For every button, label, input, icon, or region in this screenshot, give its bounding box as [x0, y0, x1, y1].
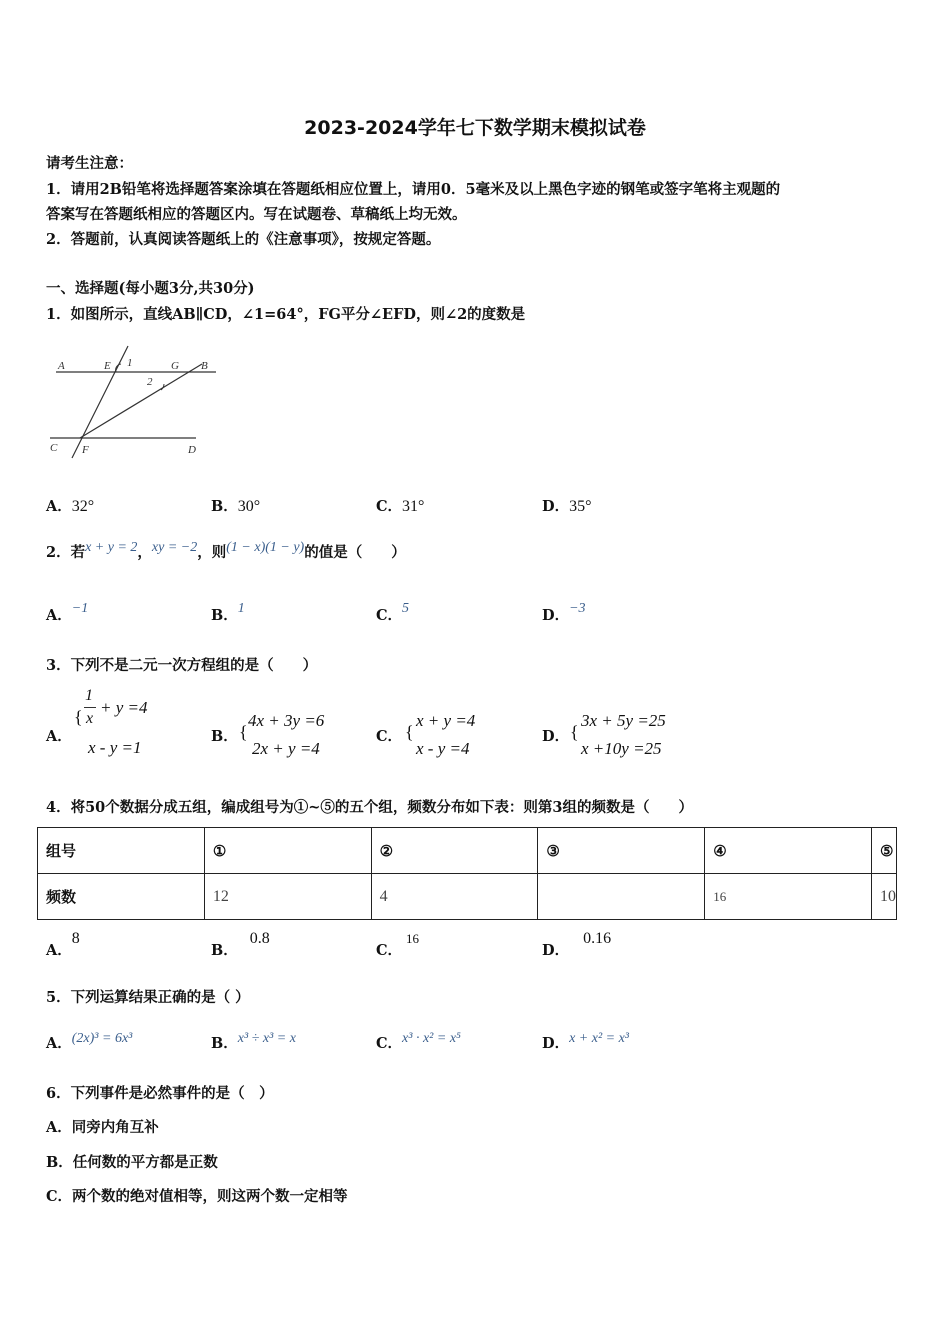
table-cell: 组号 — [38, 828, 205, 874]
table-row — [38, 828, 897, 874]
q4-option-b[interactable]: B．0.8 — [211, 930, 270, 959]
q3-b-eq-top: 4x + 3y =6 — [248, 711, 325, 730]
notice-line-1: 1．请用2B铅笔将选择题答案涂填在答题纸相应位置上，请用0．5毫米及以上黑色字迹的钢笔或签字笔将主观题的 — [46, 181, 781, 198]
q2-option-d[interactable]: D．−3 — [542, 601, 586, 624]
table-cell: 16 — [705, 874, 872, 920]
label-f: F — [82, 444, 89, 456]
q3-c-eq-bottom: x - y =4 — [416, 739, 470, 758]
table-cell: 10 — [871, 874, 896, 920]
table-row — [38, 874, 897, 920]
line-fg — [80, 364, 202, 438]
table-cell: ② — [371, 828, 538, 874]
label-a: A — [58, 360, 65, 372]
q5-option-a[interactable]: A．(2x)³ = 6x³ — [46, 1031, 133, 1052]
geometry-figure — [46, 340, 231, 465]
label-1: 1 — [127, 357, 133, 369]
table-cell: 12 — [204, 874, 371, 920]
notice-line-2: 答案写在答题纸相应的答题区内。写在试题卷、草稿纸上均无效。 — [46, 206, 467, 223]
q3-option-d[interactable]: D． — [542, 728, 570, 745]
q2-option-a[interactable]: A．−1 — [46, 601, 89, 624]
q3-d-eq-top: 3x + 5y =25 — [581, 711, 666, 730]
question-3-stem: 3．下列不是二元一次方程组的是（ ） — [46, 657, 318, 674]
q4-option-d[interactable]: D．0.16 — [542, 930, 612, 959]
label-e: E — [104, 360, 111, 372]
question-1-stem: 1．如图所示，直线AB∥CD，∠1=64°，FG平分∠EFD，则∠2的度数是 — [46, 306, 526, 323]
q3-option-a[interactable]: A． — [46, 728, 72, 745]
table-cell: ④ — [705, 828, 872, 874]
question-5-stem: 5．下列运算结果正确的是（ ） — [46, 989, 250, 1006]
question-4-stem: 4．将50个数据分成五组，编成组号为①~⑤的五个组，频数分布如下表：则第3组的频数是（ ） — [46, 799, 694, 816]
q6-option-c[interactable]: C．两个数的绝对值相等，则这两个数一定相等 — [46, 1188, 348, 1205]
q3-b-eq-bottom: 2x + y =4 — [252, 739, 320, 758]
q1-option-c[interactable]: C．31° — [376, 498, 425, 515]
q3-option-c[interactable]: C． — [376, 728, 403, 745]
q3-a-denominator: x — [86, 710, 94, 727]
frequency-table — [37, 827, 897, 920]
q2-option-c[interactable]: C．5 — [376, 601, 410, 624]
q1-option-d[interactable]: D．35° — [542, 498, 592, 515]
q1-option-a[interactable]: A．32° — [46, 498, 95, 515]
notice-heading: 请考生注意： — [46, 155, 133, 172]
table-cell: ① — [204, 828, 371, 874]
q6-option-a[interactable]: A．同旁内角互补 — [46, 1119, 159, 1136]
q3-d-eq-bottom: x +10y =25 — [581, 739, 662, 758]
angle-2-arc — [161, 384, 164, 390]
q5-option-b[interactable]: B．x³ ÷ x³ = x — [211, 1031, 296, 1052]
table-cell: ③ — [538, 828, 705, 874]
label-g: G — [171, 360, 179, 372]
table-cell: ⑤ — [871, 828, 896, 874]
q4-option-c[interactable]: C．16 — [376, 931, 420, 959]
brace-c: { — [405, 722, 414, 742]
angle-1-arc — [116, 364, 121, 372]
q3-a-eq-bottom: x - y =1 — [88, 738, 142, 757]
label-d: D — [188, 444, 196, 456]
q3-a-numerator: 1 — [85, 687, 93, 704]
q3-a-eq-top-rest: + y =4 — [100, 698, 148, 717]
line-ef — [72, 346, 128, 458]
q6-option-b[interactable]: B．任何数的平方都是正数 — [46, 1154, 218, 1171]
q3-option-b[interactable]: B． — [211, 728, 238, 745]
notice-line-3: 2．答题前，认真阅读答题纸上的《注意事项》，按规定答题。 — [46, 231, 441, 248]
table-cell: 4 — [371, 874, 538, 920]
table-cell — [538, 874, 705, 920]
brace-a: { — [74, 707, 83, 727]
q3-a-fraction-bar — [84, 707, 96, 708]
label-b: B — [201, 360, 208, 372]
q5-option-c[interactable]: C．x³ · x² = x⁵ — [376, 1031, 461, 1052]
table-cell: 频数 — [38, 874, 205, 920]
label-2: 2 — [147, 376, 153, 388]
q2-option-b[interactable]: B．1 — [211, 601, 245, 624]
q5-option-d[interactable]: D．x + x² = x³ — [542, 1031, 630, 1052]
page-title: 2023-2024学年七下数学期末模拟试卷 — [304, 117, 646, 139]
q3-c-eq-top: x + y =4 — [416, 711, 476, 730]
brace-d: { — [570, 722, 579, 742]
q1-option-b[interactable]: B．30° — [211, 498, 261, 515]
question-6-stem: 6．下列事件是必然事件的是（ ） — [46, 1085, 274, 1102]
q4-option-a[interactable]: A．8 — [46, 930, 80, 959]
question-2-stem: 2．若x + y = 2，xy = −2，则(1 − x)(1 − y)的值是（ ） — [46, 540, 406, 561]
label-c: C — [50, 442, 58, 454]
section-heading: 一、选择题(每小题3分,共30分) — [46, 280, 255, 297]
brace-b: { — [239, 722, 248, 742]
